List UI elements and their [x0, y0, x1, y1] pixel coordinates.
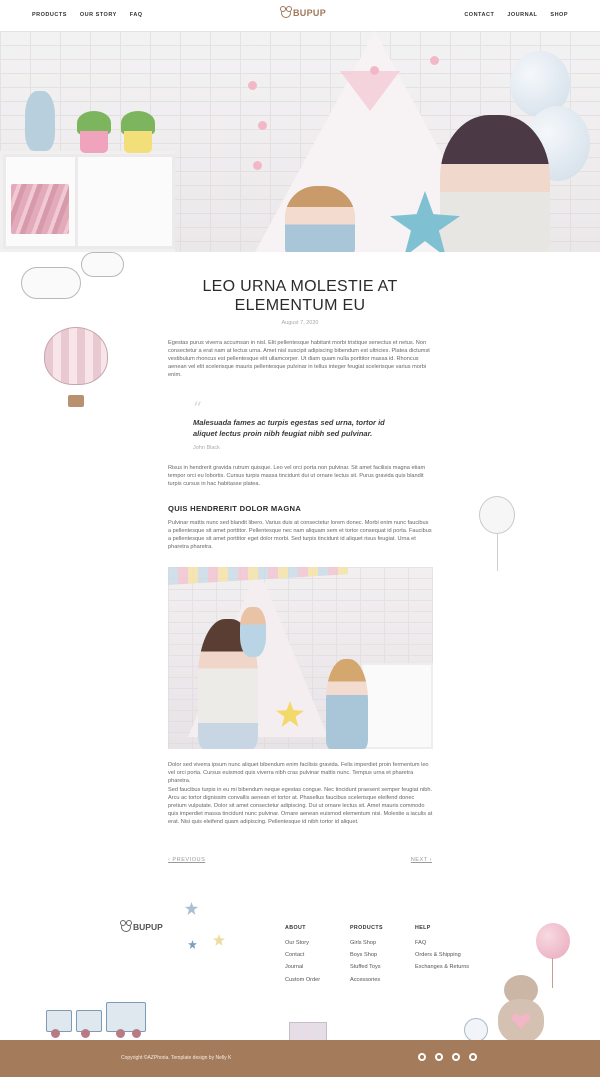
- pompom: [430, 56, 439, 65]
- train-car: [76, 1010, 102, 1032]
- balloon-string: [552, 958, 553, 988]
- train-wheel: [81, 1029, 90, 1038]
- pompom: [258, 121, 267, 130]
- article-paragraph: Risus in hendrerit gravida rutrum quisque. Leo vel orci porta non pulvinar. Sit amet facilisis magna etiam tempor orci eu lobortis. Cursus turpis massa tincidunt dui ut ornare lectus sit. Purus gravida quis blandit turpis cursus in hac habitasse platea.: [168, 465, 426, 487]
- pompom: [253, 161, 262, 170]
- toy-shelf: [361, 663, 433, 749]
- footer-help-title: HELP: [415, 925, 431, 931]
- mother: [440, 115, 550, 252]
- nav-journal[interactable]: JOURNAL: [507, 12, 538, 18]
- article-photo: [168, 567, 433, 749]
- books: [11, 184, 69, 234]
- train-engine: [106, 1002, 146, 1032]
- bear-logo-icon: [121, 922, 131, 932]
- footer-logo-text: BUPUP: [133, 922, 163, 932]
- pink-pot: [80, 131, 108, 153]
- footer-link-stuffed-toys[interactable]: Stuffed Toys: [350, 964, 381, 971]
- footer-help: [415, 925, 469, 977]
- teddy-bear-illustration: [494, 975, 548, 1043]
- hot-air-balloon-illustration: [44, 327, 108, 411]
- instagram-icon[interactable]: [452, 1053, 460, 1061]
- facebook-icon[interactable]: [418, 1053, 426, 1061]
- cloud: [21, 267, 81, 299]
- star-icon: [213, 934, 225, 946]
- pompom: [370, 66, 379, 75]
- footer-link-journal[interactable]: Journal: [285, 964, 304, 971]
- footer-link-accessories[interactable]: Accessories: [350, 976, 381, 983]
- footer-link-contact[interactable]: Contact: [285, 952, 305, 959]
- nav-products[interactable]: PRODUCTS: [32, 12, 67, 18]
- footer-link-orders-shipping[interactable]: Orders & Shipping: [415, 952, 461, 959]
- section-heading: QUIS HENDRERIT DOLOR MAGNA: [168, 504, 302, 513]
- shelf-cell: [75, 154, 175, 249]
- quote-author: John Black: [193, 445, 220, 451]
- pink-balloon-illustration: [536, 923, 570, 959]
- nav-left: [32, 12, 143, 18]
- nav-our-story[interactable]: OUR STORY: [79, 12, 117, 18]
- train-wheel: [51, 1029, 60, 1038]
- nav-faq[interactable]: FAQ: [129, 12, 143, 18]
- article-paragraph: Egestas purus viverra accumsan in nisl. Elit pellentesque habitant morbi tristique senectus et netus. Non consectetur a erat nam at lectus urna. Amet nisl suscipit adipiscing bibendum est ultricies. Platea dictumst vestibulum rhoncus est pellentesque elit ullamcorper. Ut diam quam nulla porttitor massa id. Rhoncus aenean vel elit scelerisque mauris pellentesque pulvinar in tellus integer feugiat scelerisque varius morbi enim.: [168, 340, 430, 378]
- cloud: [81, 252, 124, 277]
- article-date: August 7, 2020: [281, 320, 319, 326]
- star-icon: [188, 940, 197, 949]
- train-car: [46, 1010, 72, 1032]
- train-wheel: [132, 1029, 141, 1038]
- footer-link-faq[interactable]: FAQ: [415, 940, 427, 946]
- article-paragraph: Pulvinar mattis nunc sed blandit libero. Varius duis at consectetur lorem donec. Morbi enim nunc faucibus a pellentesque sit amet porttitor. Pellentesque nec nam aliquam sem et tortor consequat id porta. Faucibus a pellentesque sit amet porttitor eget dolor morbi. Sed turpis tincidunt id aliquet risus feugiat. Urna et pharetra pharetra.: [168, 520, 432, 550]
- footer-link-boys-shop[interactable]: Boys Shop: [350, 952, 378, 959]
- previous-post-link[interactable]: ‹ PREVIOUS: [168, 857, 206, 863]
- footer-bar: [0, 1040, 600, 1077]
- nav-right: [464, 12, 568, 18]
- copyright-text: Copyright ©AZPhoria. Template design by Nelly K: [121, 1055, 232, 1061]
- heart-balloon-illustration: [479, 496, 515, 534]
- article-paragraph: Dolor sed viverra ipsum nunc aliquet bibendum enim facilisis gravida. Felis imperdiet proin fermentum leo vel orci porta. Cursus euismod quis viverra nibh cras pulvinar mattis nunc. Tempus urna et pharetra pharetra.: [168, 762, 429, 784]
- next-post-link[interactable]: NEXT ›: [410, 857, 432, 863]
- toy-deer: [25, 91, 55, 151]
- footer-products: [350, 925, 383, 989]
- nav-shop[interactable]: SHOP: [550, 12, 568, 18]
- footer-logo[interactable]: [121, 922, 163, 932]
- pompom: [248, 81, 257, 90]
- star-icon: [185, 902, 198, 915]
- social-links: [418, 1053, 477, 1061]
- girl: [326, 659, 368, 749]
- balloon-envelope: [44, 327, 108, 385]
- girl: [285, 186, 355, 252]
- footer-link-exchanges-returns[interactable]: Exchanges & Returns: [415, 964, 470, 971]
- logo-text: BUPUP: [293, 8, 327, 18]
- yellow-pot: [124, 131, 152, 153]
- pinterest-icon[interactable]: [469, 1053, 477, 1061]
- twitter-icon[interactable]: [435, 1053, 443, 1061]
- top-navigation: [0, 0, 600, 31]
- footer-about-title: ABOUT: [285, 925, 306, 931]
- article-title: LEO URNA MOLESTIE AT ELEMENTUM EU: [202, 278, 398, 314]
- quote-icon: “: [193, 399, 202, 419]
- white-shelf: [0, 151, 175, 252]
- article-paragraph: Sed faucibus turpis in eu mi bibendum neque egestas congue. Nec tincidunt praesent semper feugiat nibh. Arcu ac tortor dignissim convallis aenean et tortor at. Phasellus faucibus scelerisque eleifend donec pretium vulputate. Dolor sit amet consectetur adipiscing. Dui ut ornare lectus sit. Amet mauris commodo quis imperdiet massa tincidunt nunc pulvinar. Ornare aenean euismod elementum nisi. Molestie a iaculis at erat. Nisi quis eleifend quam adipiscing. Pellentesque id nibh tortor id aliquet.: [168, 787, 433, 825]
- footer-link-girls-shop[interactable]: Girls Shop: [350, 940, 377, 946]
- baby: [240, 607, 266, 657]
- nav-contact[interactable]: CONTACT: [464, 12, 495, 18]
- footer-products-title: PRODUCTS: [350, 925, 383, 931]
- toy-train-illustration: [46, 988, 148, 1040]
- balloon-string: [497, 533, 498, 571]
- balloon-basket: [68, 395, 84, 407]
- train-wheel: [116, 1029, 125, 1038]
- hero-image: [0, 31, 600, 252]
- footer-link-our-story[interactable]: Our Story: [285, 940, 309, 946]
- site-logo[interactable]: [281, 8, 326, 18]
- footer-about: [285, 925, 320, 989]
- bear-logo-icon: [281, 8, 291, 18]
- footer-link-custom-order[interactable]: Custom Order: [285, 976, 321, 983]
- ball-illustration: [464, 1018, 488, 1042]
- pull-quote: Malesuada fames ac turpis egestas sed urna, tortor id aliquet lectus proin nibh feugiat nibh sed pulvinar.: [193, 418, 385, 438]
